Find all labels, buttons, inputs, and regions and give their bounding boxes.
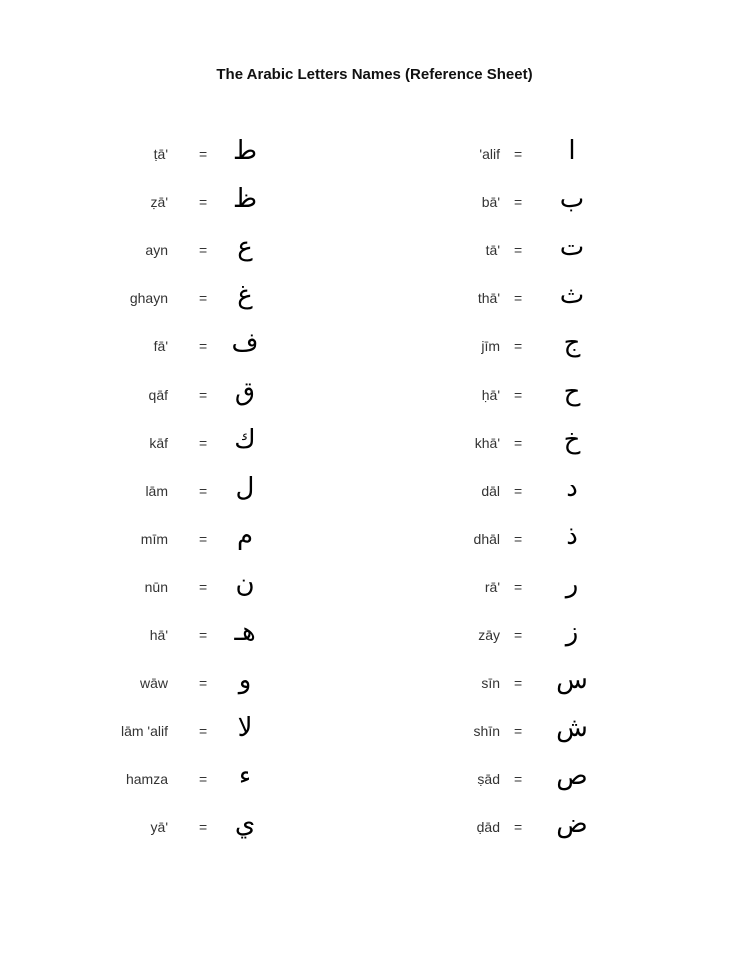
- letter-row: [0, 665, 749, 705]
- letter-row: [0, 280, 749, 320]
- equals-sign: =: [199, 194, 208, 211]
- letter-name: kāf: [149, 434, 168, 451]
- letter-row: [0, 521, 749, 561]
- letter-row: [0, 377, 749, 417]
- letter-row: [0, 617, 749, 657]
- arabic-letter: خ: [563, 424, 581, 455]
- arabic-letter: ي: [234, 809, 256, 840]
- equals-sign: =: [514, 482, 523, 499]
- equals-sign: =: [199, 675, 208, 692]
- arabic-letter: د: [566, 472, 578, 503]
- letter-name: ẓā': [150, 194, 168, 211]
- equals-sign: =: [199, 242, 208, 259]
- equals-sign: =: [199, 482, 208, 499]
- equals-sign: =: [514, 146, 523, 162]
- letter-name: jīm: [481, 338, 500, 355]
- letter-name: ṭā': [153, 146, 168, 162]
- arabic-letter: ق: [234, 376, 256, 407]
- arabic-letter: ل: [235, 472, 255, 503]
- equals-sign: =: [199, 146, 208, 162]
- letter-row: [0, 809, 749, 849]
- arabic-letter: ب: [559, 184, 585, 215]
- equals-sign: =: [514, 242, 523, 259]
- letter-name: khā': [474, 434, 500, 451]
- equals-sign: =: [514, 819, 523, 836]
- letter-name: lām: [145, 482, 168, 499]
- arabic-letter: ص: [556, 761, 588, 792]
- letter-row: [0, 713, 749, 753]
- arabic-letter: ث: [559, 280, 585, 311]
- equals-sign: =: [199, 338, 208, 355]
- letter-name: dāl: [481, 482, 500, 499]
- equals-sign: =: [514, 771, 523, 788]
- letter-name: lām 'alif: [120, 723, 168, 740]
- letter-name: ṣād: [477, 771, 500, 788]
- arabic-letter: و: [238, 665, 252, 696]
- arabic-letter: س: [556, 665, 588, 696]
- arabic-letter: لا: [237, 713, 253, 744]
- arabic-letter: ج: [563, 328, 581, 359]
- arabic-letter: م: [236, 520, 254, 551]
- letter-name: ḥā': [481, 386, 500, 403]
- arabic-letter: ظ: [232, 184, 258, 215]
- letter-name: ḍād: [476, 819, 500, 836]
- letter-name: ghayn: [129, 290, 168, 307]
- arabic-letter: ء: [238, 761, 252, 792]
- letter-name: ayn: [145, 242, 168, 259]
- equals-sign: =: [199, 386, 208, 403]
- letter-name: bā': [481, 194, 500, 211]
- arabic-letter: غ: [237, 280, 253, 311]
- letter-name: wāw: [139, 675, 168, 692]
- page-title: The Arabic Letters Names (Reference Sheet): [216, 66, 533, 83]
- arabic-letter: ض: [556, 809, 588, 840]
- equals-sign: =: [514, 194, 523, 211]
- arabic-letter: ز: [565, 617, 579, 647]
- letter-row: [0, 569, 749, 609]
- equals-sign: =: [514, 338, 523, 355]
- letter-name: nūn: [144, 578, 168, 595]
- letter-row: [0, 761, 749, 801]
- letter-name: thā': [477, 290, 500, 307]
- equals-sign: =: [199, 819, 208, 836]
- equals-sign: =: [514, 530, 523, 547]
- arabic-letter: ت: [559, 232, 585, 263]
- arabic-letter: ف: [231, 328, 259, 359]
- letter-row: [0, 328, 749, 368]
- equals-sign: =: [514, 723, 523, 740]
- arabic-letter: ش: [556, 713, 588, 744]
- letter-name: qāf: [148, 386, 168, 403]
- letter-name: hamza: [125, 771, 168, 788]
- equals-sign: =: [514, 386, 523, 403]
- arabic-letter: ك: [234, 424, 256, 455]
- arabic-letter: ر: [565, 568, 579, 599]
- letter-name: dhāl: [473, 530, 500, 547]
- equals-sign: =: [199, 530, 208, 547]
- letter-name: sīn: [481, 675, 500, 692]
- arabic-letter: ا: [568, 136, 576, 166]
- letter-row: [0, 425, 749, 465]
- equals-sign: =: [514, 627, 523, 643]
- letter-row: [0, 473, 749, 513]
- equals-sign: =: [199, 771, 208, 788]
- equals-sign: =: [199, 434, 208, 451]
- arabic-letter: ح: [563, 376, 581, 407]
- letter-name: yā': [150, 819, 168, 836]
- equals-sign: =: [514, 290, 523, 307]
- letter-name: tā': [485, 242, 500, 259]
- arabic-letter: ن: [235, 568, 255, 599]
- letter-row: [0, 184, 749, 224]
- letter-name: rā': [484, 578, 500, 595]
- letter-name: fā': [153, 338, 168, 355]
- equals-sign: =: [514, 578, 523, 595]
- letter-name: 'alif: [479, 146, 500, 162]
- arabic-letter: ع: [237, 232, 253, 263]
- arabic-letter: ط: [232, 136, 258, 166]
- equals-sign: =: [199, 290, 208, 307]
- letter-row: [0, 232, 749, 272]
- equals-sign: =: [514, 434, 523, 451]
- equals-sign: =: [199, 723, 208, 740]
- letter-name: hā': [149, 627, 168, 643]
- letter-name: shīn: [473, 723, 500, 740]
- arabic-letter: ذ: [566, 520, 578, 551]
- arabic-letter: هـ: [234, 617, 256, 647]
- equals-sign: =: [199, 578, 208, 595]
- equals-sign: =: [514, 675, 523, 692]
- equals-sign: =: [199, 627, 208, 643]
- letter-row: [0, 136, 749, 176]
- letter-name: zāy: [478, 627, 500, 643]
- letter-name: mīm: [140, 530, 168, 547]
